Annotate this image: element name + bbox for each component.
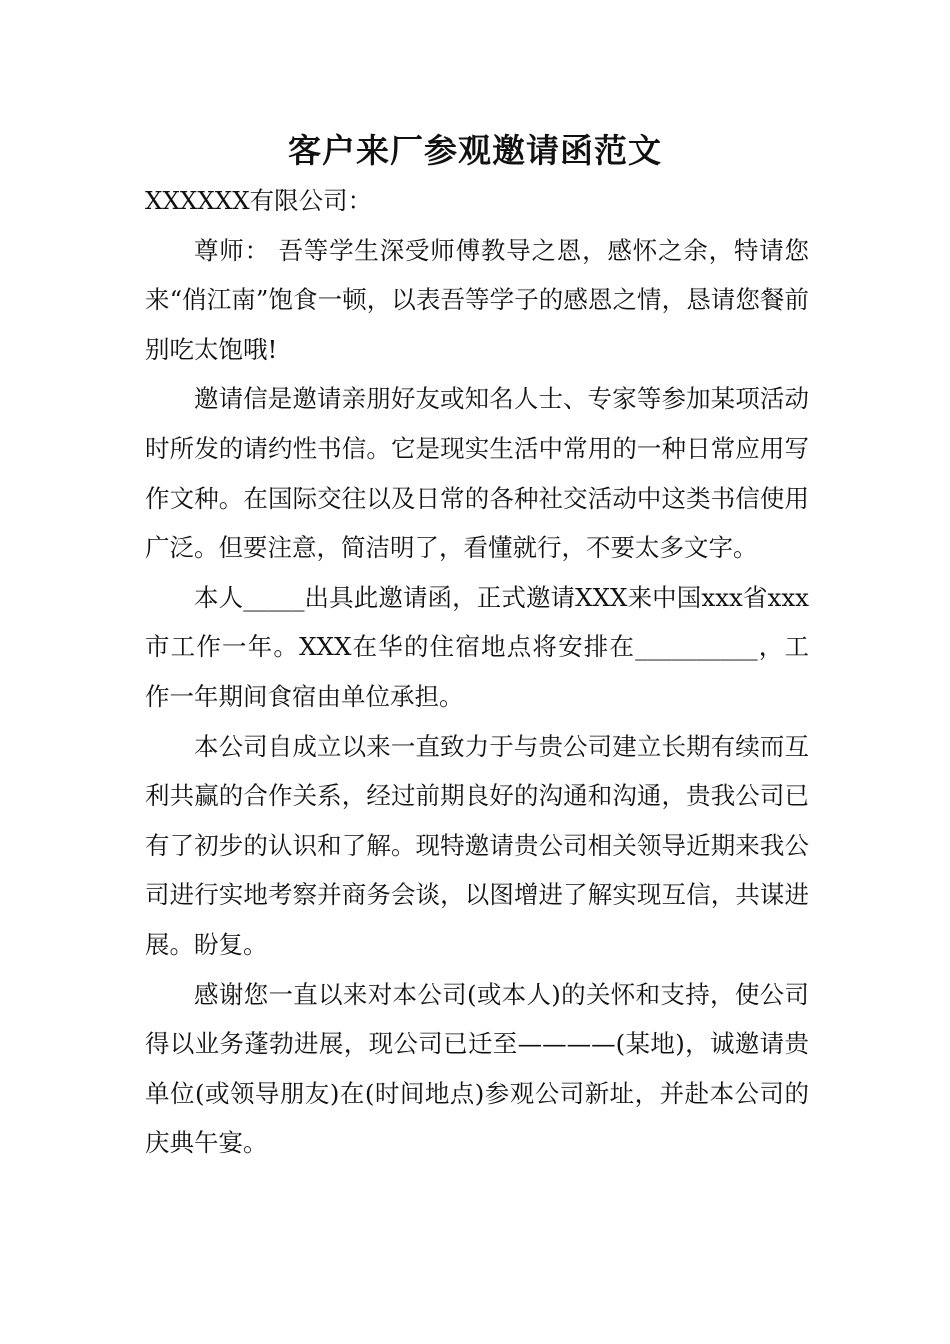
paragraph-work-invitation: 本人_____出具此邀请函，正式邀请XXX来中国xxx省xxx市工作一年。XXX在华的住宿地点将安排在__________，工作一年期间食宿由单位承担。: [145, 582, 809, 711]
paragraph-new-site-celebration: 感谢您一直以来对本公司(或本人)的关怀和支持，使公司得以业务蓬勃进展，现公司已迁至————(某地)，诚邀请贵单位(或领导朋友)在(时间地点)参观公司新址，并赴本公司的庆典午宴。: [145, 979, 809, 1158]
salutation-line: XXXXXX有限公司：: [145, 186, 373, 215]
paragraph-invitation-letter-definition: 邀请信是邀请亲朋好友或知名人士、专家等参加某项活动时所发的请约性书信。它是现实生活中常用的一种日常应用写作文种。在国际交往以及日常的各种社交活动中这类书信使用广泛。但要注意，简洁明了，看懂就行，不要太多文字。: [145, 384, 809, 563]
document-body: [145, 176, 809, 1168]
document-title: 客户来厂参观邀请函范文: [288, 131, 662, 170]
paragraph-teacher-invitation: 尊师： 吾等学生深受师傅教导之恩，感怀之余，特请您来“俏江南”饱食一顿，以表吾等学子的感恩之情，恳请您餐前别吃太饱哦!: [145, 235, 809, 364]
paragraph-business-visit: 本公司自成立以来一直致力于与贵公司建立长期有续而互利共赢的合作关系，经过前期良好的沟通和沟通，贵我公司已有了初步的认识和了解。现特邀请贵公司相关领导近期来我公司进行实地考察并商务会谈，以图增进了解实现互信，共谋进展。盼复。: [145, 731, 809, 959]
